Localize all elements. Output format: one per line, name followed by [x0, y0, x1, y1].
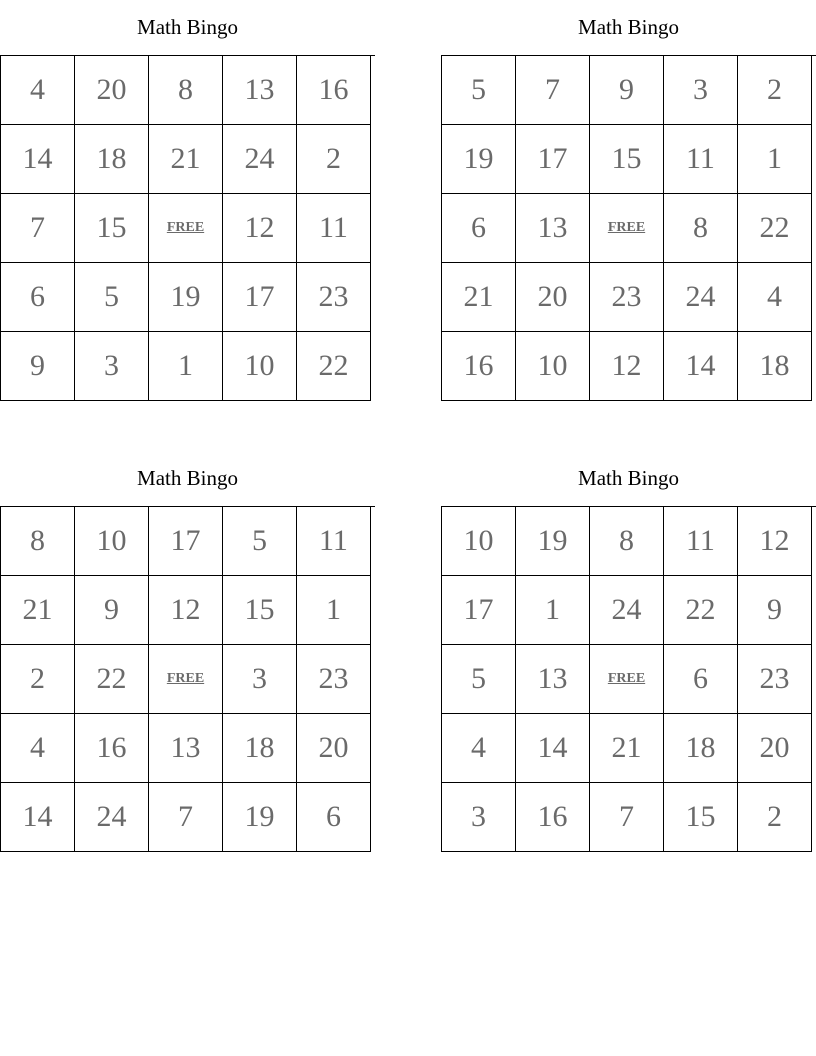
bingo-cell: 21: [149, 125, 223, 194]
bingo-cell: 22: [75, 645, 149, 714]
bingo-cell: 1: [149, 332, 223, 401]
bingo-cell: 16: [516, 783, 590, 852]
bingo-cell: 17: [516, 125, 590, 194]
bingo-cell: 11: [664, 507, 738, 576]
bingo-cell: 21: [1, 576, 75, 645]
bingo-cell: 20: [738, 714, 812, 783]
bingo-card: [0, 13, 375, 401]
bingo-cell: 21: [590, 714, 664, 783]
bingo-cell: 9: [75, 576, 149, 645]
bingo-cell: 1: [297, 576, 371, 645]
bingo-cell: 4: [1, 714, 75, 783]
bingo-cell: 24: [75, 783, 149, 852]
free-space-cell: FREE: [590, 194, 664, 263]
bingo-cell: 8: [664, 194, 738, 263]
bingo-cell: 23: [590, 263, 664, 332]
bingo-cell: 22: [297, 332, 371, 401]
bingo-grid: [0, 55, 375, 401]
bingo-cell: 18: [664, 714, 738, 783]
bingo-cell: 2: [1, 645, 75, 714]
card-title: Math Bingo: [137, 15, 238, 39]
bingo-cell: 23: [738, 645, 812, 714]
bingo-cell: 22: [738, 194, 812, 263]
bingo-cell: 14: [1, 783, 75, 852]
bingo-cell: 20: [75, 56, 149, 125]
bingo-cell: 17: [442, 576, 516, 645]
bingo-cell: 4: [738, 263, 812, 332]
free-space-cell: FREE: [149, 645, 223, 714]
bingo-cell: 11: [297, 194, 371, 263]
bingo-cell: 13: [516, 645, 590, 714]
card-title: Math Bingo: [578, 466, 679, 490]
bingo-cell: 13: [223, 56, 297, 125]
bingo-cell: 3: [442, 783, 516, 852]
card-title: Math Bingo: [137, 466, 238, 490]
bingo-cell: 12: [223, 194, 297, 263]
bingo-cell: 16: [442, 332, 516, 401]
bingo-cell: 19: [149, 263, 223, 332]
bingo-cell: 14: [664, 332, 738, 401]
bingo-cell: 5: [223, 507, 297, 576]
bingo-cell: 19: [442, 125, 516, 194]
bingo-cell: 6: [664, 645, 738, 714]
bingo-cell: 19: [516, 507, 590, 576]
bingo-cell: 15: [75, 194, 149, 263]
bingo-cell: 18: [75, 125, 149, 194]
bingo-cell: 18: [738, 332, 812, 401]
bingo-cell: 20: [516, 263, 590, 332]
bingo-cell: 3: [664, 56, 738, 125]
bingo-card: [0, 464, 375, 852]
bingo-cell: 6: [297, 783, 371, 852]
bingo-cell: 24: [223, 125, 297, 194]
bingo-cell: 18: [223, 714, 297, 783]
bingo-cell: 20: [297, 714, 371, 783]
bingo-cell: 8: [590, 507, 664, 576]
bingo-cell: 21: [442, 263, 516, 332]
bingo-cell: 5: [442, 56, 516, 125]
bingo-cell: 17: [149, 507, 223, 576]
bingo-cell: 8: [1, 507, 75, 576]
bingo-cell: 17: [223, 263, 297, 332]
bingo-cell: 12: [590, 332, 664, 401]
bingo-cell: 7: [1, 194, 75, 263]
bingo-cell: 3: [223, 645, 297, 714]
bingo-cell: 5: [75, 263, 149, 332]
bingo-cell: 9: [738, 576, 812, 645]
bingo-cell: 16: [297, 56, 371, 125]
bingo-cell: 22: [664, 576, 738, 645]
bingo-grid: [0, 506, 375, 852]
bingo-cell: 13: [516, 194, 590, 263]
bingo-cell: 12: [738, 507, 812, 576]
bingo-cell: 4: [442, 714, 516, 783]
bingo-cell: 23: [297, 263, 371, 332]
bingo-cell: 14: [516, 714, 590, 783]
card-title: Math Bingo: [578, 15, 679, 39]
bingo-grid: [441, 55, 816, 401]
bingo-cell: 11: [297, 507, 371, 576]
bingo-cell: 5: [442, 645, 516, 714]
bingo-cell: 7: [516, 56, 590, 125]
bingo-cell: 9: [1, 332, 75, 401]
bingo-cell: 1: [516, 576, 590, 645]
bingo-cell: 15: [590, 125, 664, 194]
bingo-cell: 15: [223, 576, 297, 645]
bingo-cell: 2: [297, 125, 371, 194]
bingo-cell: 10: [442, 507, 516, 576]
bingo-cell: 13: [149, 714, 223, 783]
free-space-cell: FREE: [149, 194, 223, 263]
bingo-cell: 8: [149, 56, 223, 125]
bingo-cell: 19: [223, 783, 297, 852]
bingo-cell: 4: [1, 56, 75, 125]
bingo-cell: 7: [590, 783, 664, 852]
bingo-grid: [441, 506, 816, 852]
bingo-card: [441, 464, 816, 852]
bingo-cell: 3: [75, 332, 149, 401]
bingo-cell: 10: [223, 332, 297, 401]
bingo-cell: 9: [590, 56, 664, 125]
bingo-cell: 14: [1, 125, 75, 194]
bingo-cell: 2: [738, 783, 812, 852]
bingo-cell: 11: [664, 125, 738, 194]
bingo-cell: 15: [664, 783, 738, 852]
bingo-cell: 1: [738, 125, 812, 194]
bingo-cell: 7: [149, 783, 223, 852]
bingo-cell: 24: [664, 263, 738, 332]
bingo-cell: 10: [75, 507, 149, 576]
bingo-cell: 23: [297, 645, 371, 714]
bingo-cell: 10: [516, 332, 590, 401]
bingo-card: [441, 13, 816, 401]
bingo-cell: 6: [1, 263, 75, 332]
bingo-cell: 24: [590, 576, 664, 645]
bingo-cell: 2: [738, 56, 812, 125]
bingo-cell: 12: [149, 576, 223, 645]
bingo-cell: 16: [75, 714, 149, 783]
free-space-cell: FREE: [590, 645, 664, 714]
bingo-cell: 6: [442, 194, 516, 263]
